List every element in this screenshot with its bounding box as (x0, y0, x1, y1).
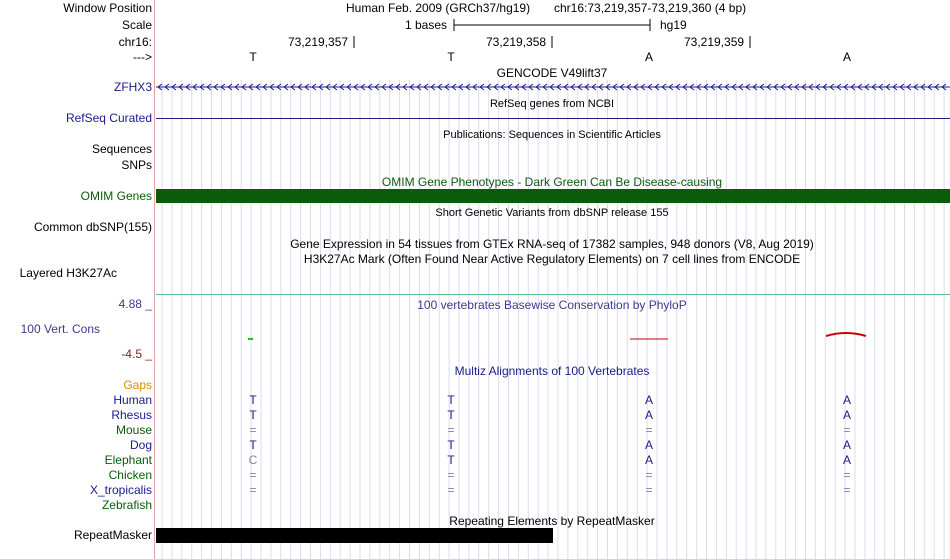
omim-gene-bar[interactable] (156, 189, 950, 203)
alignment-base: = (843, 423, 851, 437)
alignment-base: = (645, 468, 653, 482)
alignment-base: = (447, 468, 455, 482)
species-label-mouse[interactable]: Mouse (115, 423, 152, 437)
chrom-label: chr16: (118, 35, 152, 49)
strand-arrow-label: ---> (133, 50, 152, 64)
species-label-rhesus[interactable]: Rhesus (111, 408, 152, 422)
window-position-label: Window Position (63, 1, 152, 15)
alignment-base: T (249, 438, 257, 452)
h3k27ac-signal-line (156, 294, 950, 295)
alignment-base: = (249, 423, 257, 437)
alignment-base: T (249, 408, 257, 422)
layered-h3k27ac-label[interactable]: Layered H3K27Ac (19, 266, 117, 280)
alignment-base: A (842, 453, 852, 467)
cons-track-label[interactable]: 100 Vert. Cons (20, 322, 100, 336)
gtex-track-title[interactable]: Gene Expression in 54 tissues from GTEx RNA-seq of 17382 samples, 948 donors (V8, Aug 2019) (290, 237, 814, 251)
species-label-chicken[interactable]: Chicken (108, 468, 152, 482)
ruler-ticks (0, 35, 950, 49)
alignment-base: = (249, 483, 257, 497)
alignment-base: = (447, 483, 455, 497)
base-letter: T (249, 50, 257, 64)
alignment-base: C (248, 453, 258, 467)
cons-min-label: -4.5 _ (121, 347, 152, 361)
phylop-track-title[interactable]: 100 vertebrates Basewise Conservation by PhyloP (417, 298, 687, 312)
alignment-base: T (447, 408, 455, 422)
scale-db-text: hg19 (660, 18, 687, 32)
species-label-dog[interactable]: Dog (129, 438, 152, 452)
species-label-human[interactable]: Human (113, 393, 152, 407)
alignment-base: A (644, 453, 654, 467)
gencode-track-title[interactable]: GENCODE V49lift37 (496, 66, 608, 80)
alignment-base: = (447, 423, 455, 437)
alignment-base: T (447, 453, 455, 467)
base-letter: A (842, 50, 852, 64)
alignment-base: A (644, 393, 654, 407)
cons-max-label: 4.88 _ (118, 297, 152, 311)
publications-track-title[interactable]: Publications: Sequences in Scientific Articles (443, 129, 661, 141)
alignment-base: A (842, 393, 852, 407)
base-letter: T (447, 50, 455, 64)
phylop-signal (156, 325, 950, 355)
species-label-elephant[interactable]: Elephant (104, 453, 152, 467)
alignment-base: A (644, 408, 654, 422)
alignment-base: A (644, 438, 654, 452)
ruler-tick-label: 73,219,359 (684, 35, 745, 49)
alignment-base: = (249, 468, 257, 482)
h3k27ac-track-title[interactable]: H3K27Ac Mark (Often Found Near Active Regulatory Elements) on 7 cell lines from ENCODE (303, 252, 801, 266)
ruler-tick-label: 73,219,357 (288, 35, 349, 49)
alignment-base: = (645, 483, 653, 497)
scale-bases-text: 1 bases (405, 18, 448, 32)
dbsnp-track-title[interactable]: Short Genetic Variants from dbSNP release 155 (435, 207, 669, 219)
species-label-x_tropicalis[interactable]: X_tropicalis (89, 483, 152, 497)
zfhx3-gene-line[interactable] (156, 80, 950, 94)
scale-label: Scale (121, 18, 152, 32)
multiz-track-title[interactable]: Multiz Alignments of 100 Vertebrates (454, 364, 650, 378)
alignment-base: A (842, 408, 852, 422)
gaps-label[interactable]: Gaps (123, 378, 152, 392)
zfhx3-gene-label[interactable]: ZFHX3 (113, 80, 152, 94)
assembly-text: Human Feb. 2009 (GRCh37/hg19) (346, 1, 531, 15)
common-dbsnp-label[interactable]: Common dbSNP(155) (33, 220, 152, 234)
omim-genes-label[interactable]: OMIM Genes (80, 189, 152, 203)
sequences-label[interactable]: Sequences (91, 142, 152, 156)
repeatmasker-label[interactable]: RepeatMasker (73, 528, 152, 542)
alignment-base: = (843, 468, 851, 482)
alignment-base: = (843, 483, 851, 497)
omim-track-title[interactable]: OMIM Gene Phenotypes - Dark Green Can Be Disease-causing (381, 175, 723, 189)
alignment-base: T (447, 438, 455, 452)
scale-bar (450, 17, 660, 33)
alignment-base: T (447, 393, 455, 407)
refseq-track-title[interactable]: RefSeq genes from NCBI (489, 98, 615, 110)
refseq-curated-label[interactable]: RefSeq Curated (65, 111, 152, 125)
base-letter: A (644, 50, 654, 64)
alignment-base: T (249, 393, 257, 407)
refseq-gene-line[interactable] (156, 118, 950, 119)
alignment-base: = (645, 423, 653, 437)
repeat-element-bar[interactable] (156, 528, 553, 543)
position-text[interactable]: chr16:73,219,357-73,219,360 (4 bp) (554, 1, 747, 15)
alignment-base: A (842, 438, 852, 452)
ruler-tick-label: 73,219,358 (486, 35, 547, 49)
repeat-track-title[interactable]: Repeating Elements by RepeatMasker (449, 514, 655, 528)
snps-label[interactable]: SNPs (121, 158, 152, 172)
species-label-zebrafish[interactable]: Zebrafish (101, 498, 152, 512)
